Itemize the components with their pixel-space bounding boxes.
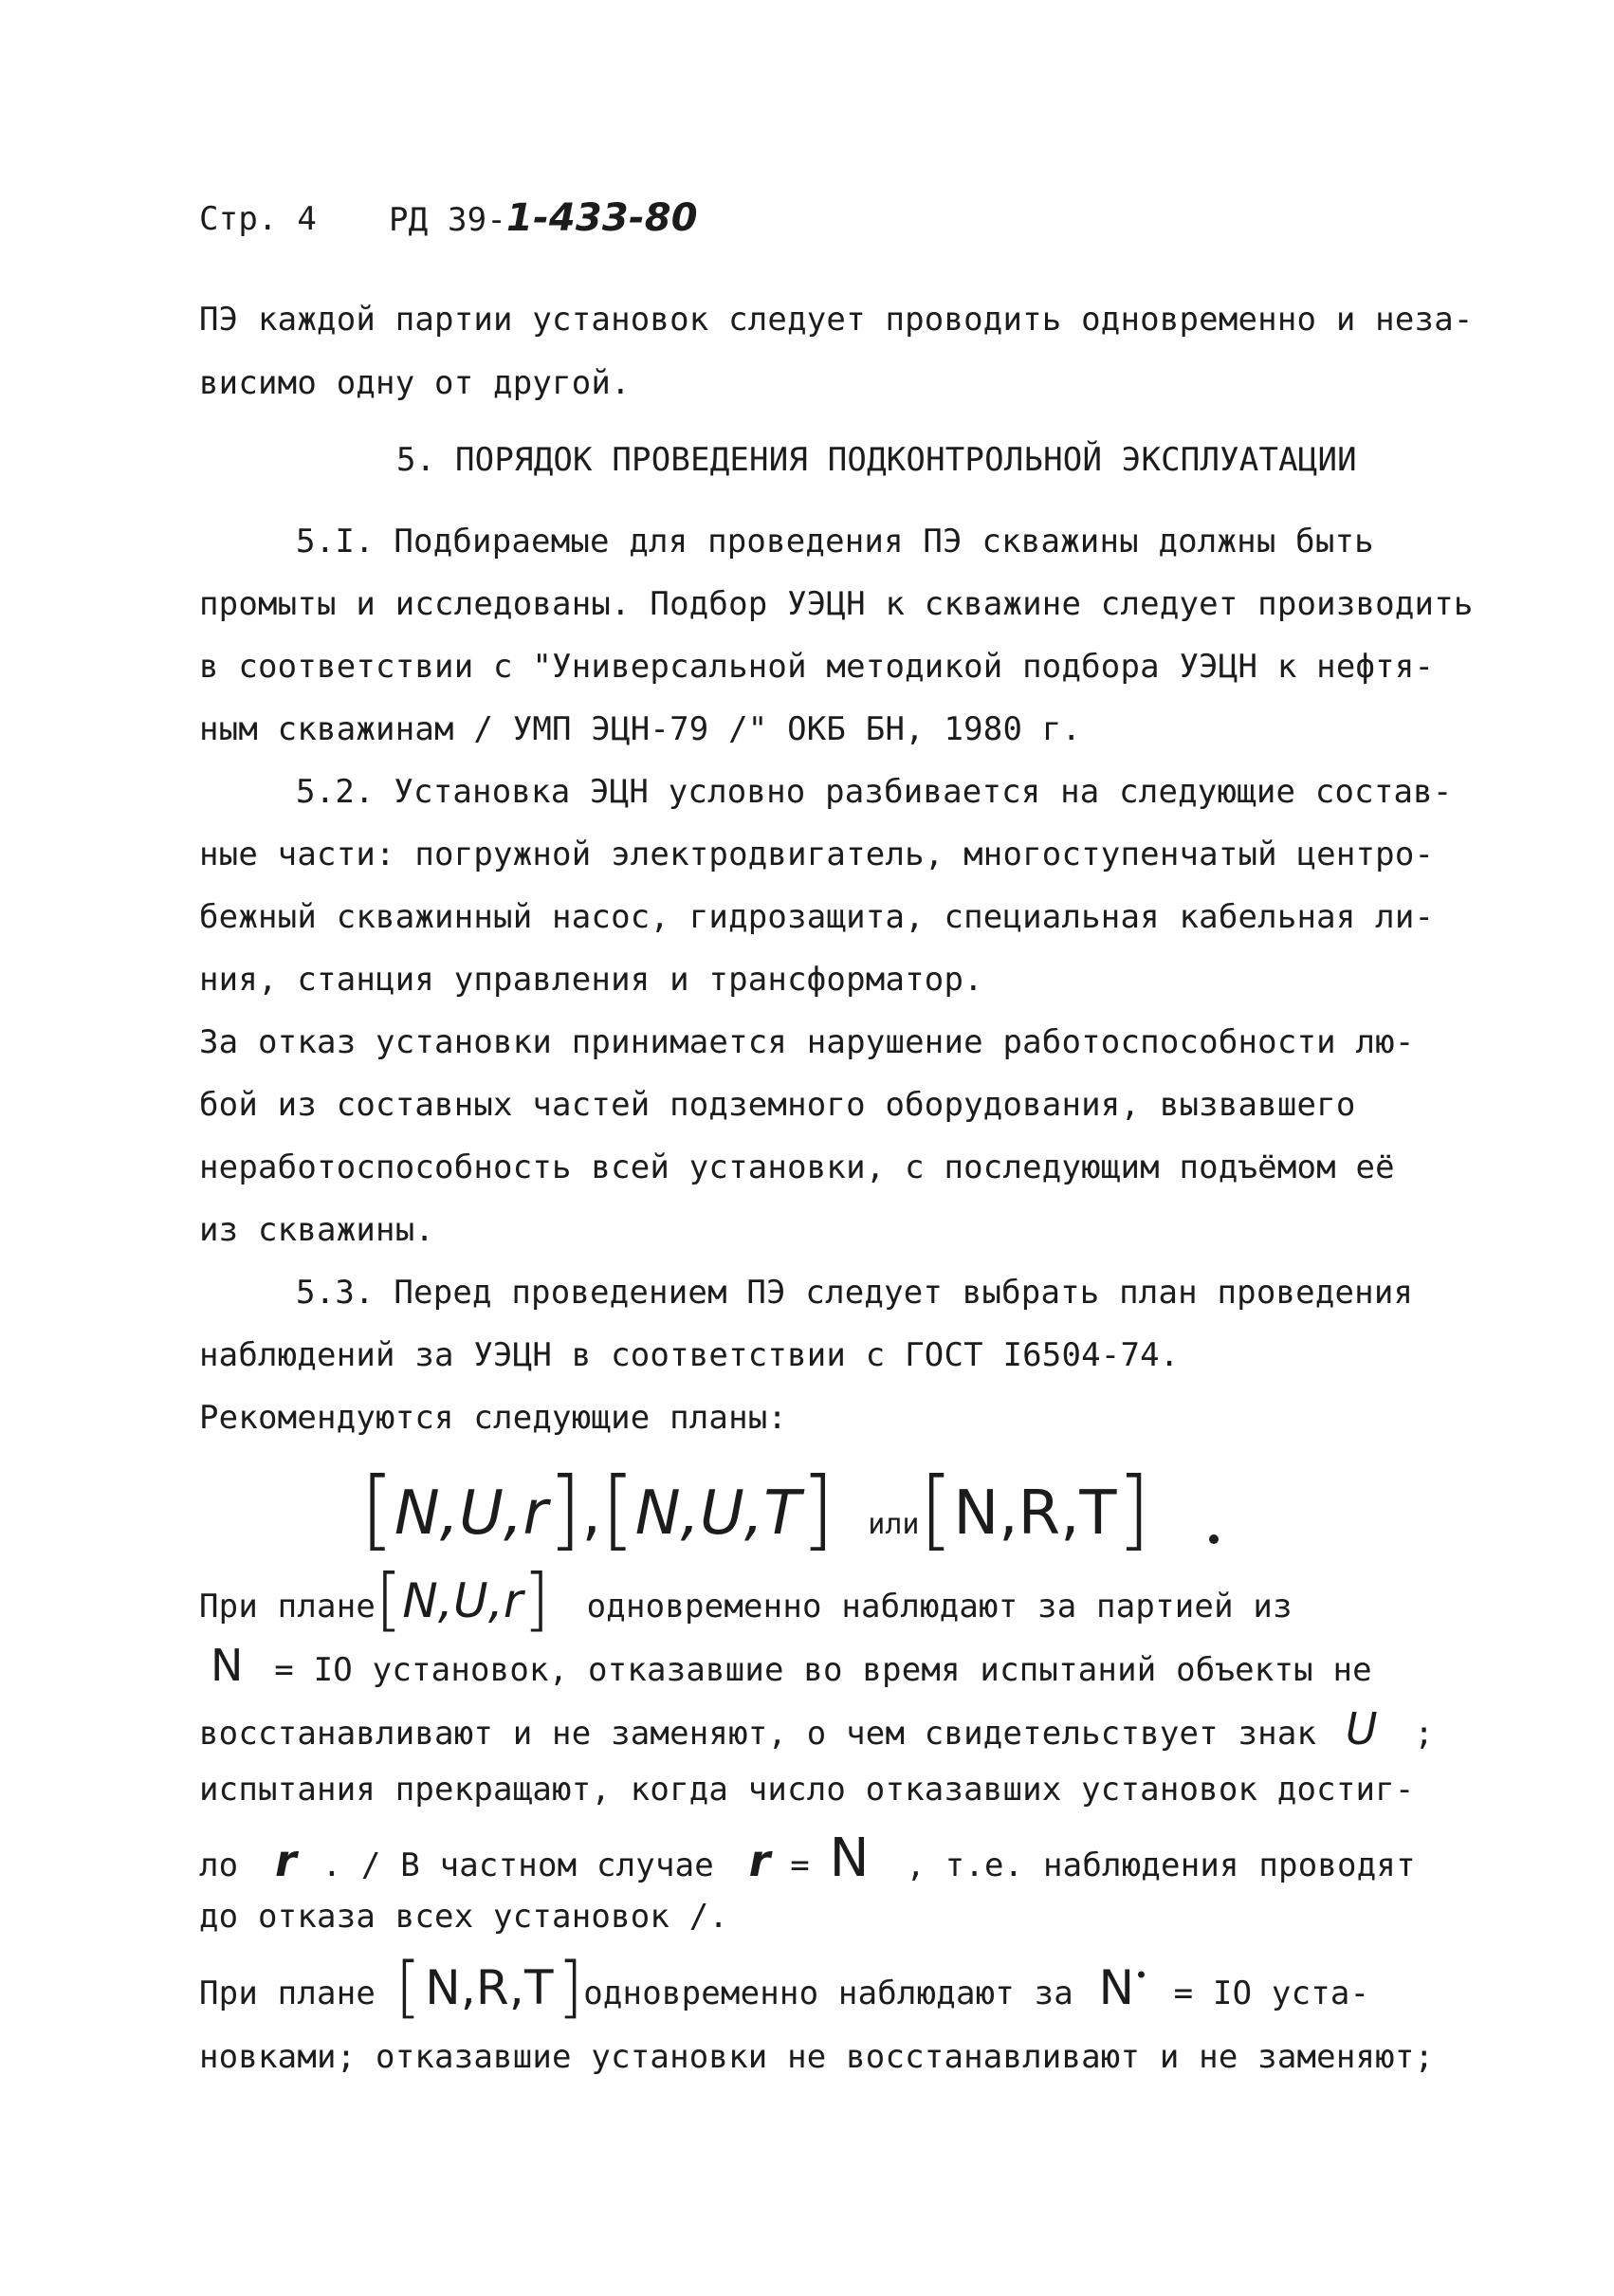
bracket-close-a: ] bbox=[523, 1559, 550, 1639]
bracket-close-2: ] bbox=[800, 1459, 835, 1560]
plan-b-mid: одновременно наблюдают за bbox=[583, 1975, 1073, 2012]
p51-line-2: промыты и исследованы. Подбор УЭЦН к скважине следует производить bbox=[199, 585, 1474, 623]
p52-line-3: бежный скважинный насос, гидрозащита, специальная кабельная ли- bbox=[199, 898, 1435, 936]
p51-line-4: ным скважинам / УМП ЭЦН-79 /" ОКБ БН, 1980 г. bbox=[199, 710, 1082, 748]
bracket-open-1: [ bbox=[360, 1459, 394, 1560]
p51-line-1: 5.I. Подбираемые для проведения ПЭ скважины должны быть bbox=[296, 523, 1374, 560]
bracket-open-a: [ bbox=[376, 1559, 403, 1639]
symbol-n-2: N bbox=[829, 1828, 870, 1889]
plan-b-post: = IO уста- bbox=[1173, 1975, 1370, 2012]
plan-b-bracket bbox=[394, 1948, 584, 2026]
symbol-r-2: r bbox=[748, 1835, 771, 1886]
plan-a-line-6: до отказа всех установок /. bbox=[199, 1898, 729, 1936]
plan-a-line-5-post: , т.е. наблюдения проводят bbox=[906, 1846, 1416, 1884]
plan-a-line-1 bbox=[199, 1559, 1293, 1639]
symbol-u: U bbox=[1345, 1703, 1378, 1754]
page-label: Стр. 4 bbox=[199, 200, 318, 238]
p52-line-7: неработоспособность всей установки, с последующим подъёмом её bbox=[199, 1148, 1395, 1186]
p52-line-4: ния, станция управления и трансформатор. bbox=[199, 961, 983, 999]
plan-a-line-3-end: ; bbox=[1414, 1715, 1435, 1753]
bracket-open-2: [ bbox=[600, 1459, 635, 1560]
plan-b-line-1 bbox=[199, 1948, 1370, 2026]
symbol-r: r bbox=[275, 1835, 297, 1886]
doc-code-typed: РД 39- bbox=[389, 201, 507, 239]
plan-b-prefix: При плане bbox=[199, 1975, 376, 2012]
plan-a-line-2 bbox=[211, 1640, 1372, 1691]
plan-a-line-5-eq: = bbox=[790, 1846, 810, 1884]
symbol-n-star-mark: • bbox=[1134, 1962, 1148, 1989]
plan-a-prefix: При плане bbox=[199, 1588, 376, 1626]
plan-a-symbol: N,U,r bbox=[402, 1573, 523, 1628]
p53-line-3: Рекомендуются следующие планы: bbox=[199, 1399, 788, 1437]
formula-plan-2: N,U,T bbox=[634, 1479, 801, 1549]
plan-a-suffix: одновременно наблюдают за партией из bbox=[586, 1588, 1293, 1626]
p52-line-2: ные части: погружной электродвигатель, многоступенчатый центро- bbox=[199, 836, 1435, 873]
symbol-n-star: N bbox=[1098, 1960, 1135, 2015]
doc-code bbox=[389, 196, 698, 240]
plan-b-line-2: новками; отказавшие установки не восстанавливают и не заменяют; bbox=[199, 2038, 1435, 2076]
bracket-open-3: [ bbox=[919, 1459, 954, 1560]
intro-line-2: висимо одну от другой. bbox=[199, 364, 631, 402]
formula-period bbox=[1209, 1534, 1219, 1544]
plan-a-line-3 bbox=[199, 1703, 1435, 1754]
bracket-close-3: ] bbox=[1116, 1459, 1151, 1560]
plan-a-line-5 bbox=[199, 1828, 1416, 1889]
plans-formula bbox=[360, 1459, 1150, 1560]
formula-plan-1: N,U,r bbox=[394, 1479, 548, 1549]
symbol-n: N bbox=[211, 1640, 244, 1691]
bracket-open-b: [ bbox=[394, 1948, 422, 2026]
formula-connector: или bbox=[868, 1508, 920, 1541]
plan-a-line-5-pre: ло bbox=[199, 1846, 239, 1884]
bracket-close-1: ] bbox=[547, 1459, 582, 1560]
plan-a-line-2-text: = IO установок, отказавшие во время испытаний объекты не bbox=[274, 1651, 1372, 1689]
section-title: 5. ПОРЯДОК ПРОВЕДЕНИЯ ПОДКОНТРОЛЬНОЙ ЭКСПЛУАТАЦИИ bbox=[396, 441, 1357, 479]
plan-a-line-5-mid: . / В частном случае bbox=[321, 1846, 714, 1884]
formula-plan-3: N,R,T bbox=[953, 1479, 1117, 1549]
p52-line-1: 5.2. Установка ЭЦН условно разбивается на следующие состав- bbox=[296, 773, 1453, 811]
p52-line-6: бой из составных частей подземного оборудования, вызвавшего bbox=[199, 1086, 1356, 1124]
p53-line-2: наблюдений за УЭЦН в соответствии с ГОСТ I6504-74. bbox=[199, 1336, 1180, 1374]
p51-line-3: в соответствии с "Универсальной методикой подбора УЭЦН к нефтя- bbox=[199, 648, 1435, 686]
formula-comma: , bbox=[581, 1479, 601, 1549]
p52-line-8: из скважины. bbox=[199, 1211, 435, 1249]
plan-a-bracket bbox=[376, 1559, 550, 1639]
doc-code-handwritten: 1-433-80 bbox=[506, 196, 698, 240]
p52-line-5: За отказ установки принимается нарушение работоспособности лю- bbox=[199, 1023, 1415, 1061]
bracket-close-b: ] bbox=[557, 1948, 584, 2026]
p53-line-1: 5.3. Перед проведением ПЭ следует выбрать план проведения bbox=[296, 1274, 1414, 1312]
plan-a-line-3-text: восстанавливают и не заменяют, о чем свидетельствует знак bbox=[199, 1715, 1317, 1753]
plan-b-symbol: N,R,T bbox=[425, 1960, 554, 2015]
plan-a-line-4: испытания прекращают, когда число отказавших установок достиг- bbox=[199, 1771, 1415, 1809]
intro-line-1: ПЭ каждой партии установок следует проводить одновременно и неза- bbox=[199, 301, 1474, 339]
